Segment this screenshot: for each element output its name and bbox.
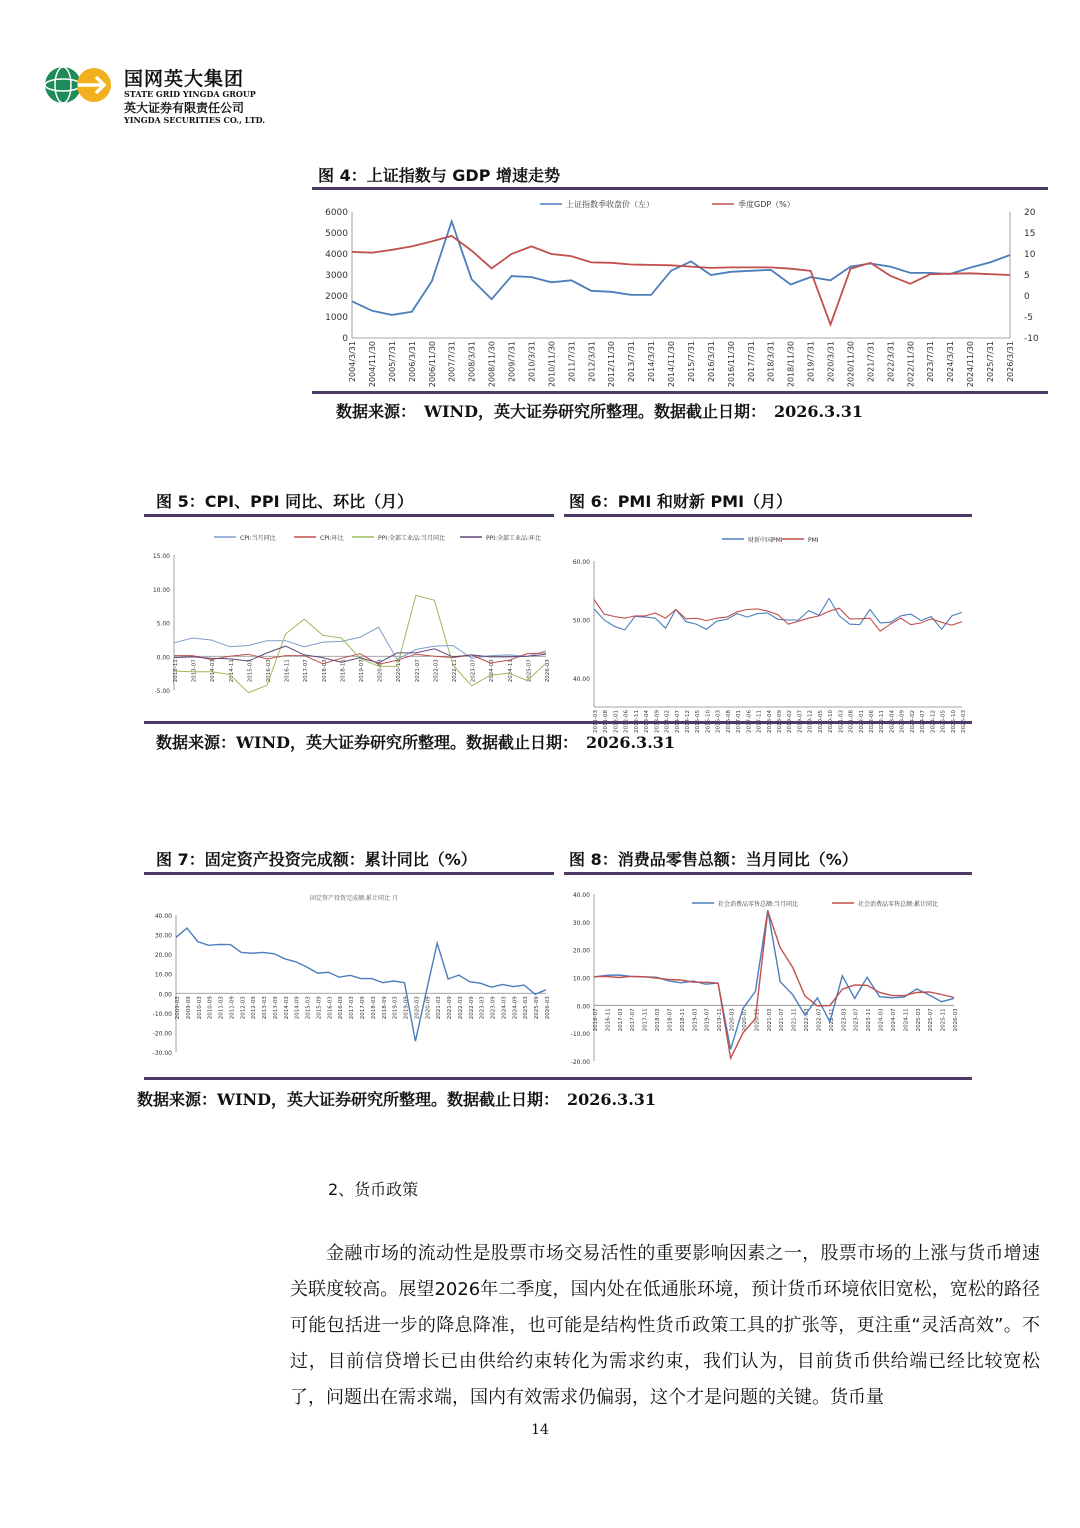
y-tick-label: -5.00 [154,688,170,695]
x-tick-label: 2011/7/31 [567,341,577,383]
x-tick-label: 2009/7/31 [507,341,517,383]
fig5-chart [144,519,554,719]
x-tick-label: 2020-11 [754,1008,761,1032]
y-tick-label: -10.00 [570,1031,590,1039]
company-name-en: STATE GRID YINGDA GROUP [124,89,256,99]
x-tick-label: 2012-09 [251,996,258,1020]
fig6-chart [564,519,972,719]
x-tick-label: 2024-07 [890,1008,897,1032]
x-tick-label: 2014-11 [228,659,235,683]
x-tick-label: 2024-03 [501,996,508,1020]
x-tick-label: 2020/11/30 [846,341,856,388]
x-tick-label: 2026-03 [545,996,551,1020]
x-tick-label: 2022/3/31 [886,341,896,383]
fig8-title: 图 8：消费品零售总额：当月同比（%） [569,850,858,869]
y-tick-label: 20.00 [154,952,172,960]
x-tick-label: 2020-09 [425,996,432,1020]
x-tick-label: 2009-09 [185,996,192,1020]
x-tick-label: 2021-03 [766,1008,773,1032]
x-tick-label: 2020-11 [396,659,403,683]
x-tick-label: 2006/11/30 [427,341,437,388]
y-tick-label: 10.00 [572,975,590,983]
x-tick-label: 2018-03 [655,1008,662,1032]
y-tick-label: 0.00 [156,654,170,662]
x-tick-label: 2023-11 [866,1008,873,1032]
x-tick-label: 2021-07 [414,659,421,683]
x-tick-label: 2022-03 [804,1008,811,1032]
x-tick-label: 2012-11 [173,659,179,683]
fig4-chart [312,192,1048,390]
fig6-source: 数据来源：WIND，英大证券研究所整理。数据截止日期： 2026.3.31 [156,733,676,752]
x-tick-label: 2019/7/31 [806,341,816,383]
x-tick-label: 2022-11 [828,1008,835,1032]
x-tick-label: 2016-03 [266,659,272,683]
x-tick-label: 2022-03 [457,996,464,1020]
fig6-top-rule [564,514,972,517]
series-line [174,627,546,659]
x-tick-label: 2024-11 [903,1008,910,1032]
x-tick-label: 2004/3/31 [348,341,357,383]
x-tick-label: 2010/11/30 [547,341,557,388]
x-tick-label: 2021-07 [779,1008,786,1032]
x-tick-label: 2024/11/30 [966,341,976,388]
y-tick-label: 15.00 [152,553,170,560]
fig56-bottom-rule [144,721,972,724]
x-tick-label: 2024-03 [878,1008,885,1032]
y-tick-label: -20.00 [570,1059,590,1066]
legend-label: PPI:全部工业品:环比 [486,535,542,542]
x-tick-label: 2023/7/31 [926,341,936,383]
x-tick-label: 2020/3/31 [826,341,836,383]
x-tick-label: 2018-11 [340,659,347,683]
x-tick-label: 2025-03 [915,1008,922,1032]
x-tick-label: 2005/7/31 [387,341,397,383]
x-tick-label: 2017-09 [360,996,366,1020]
y-tick-label: 30.00 [572,919,590,927]
x-tick-label: 2015-09 [316,996,323,1020]
company-logo [44,60,294,130]
x-tick-label: 2026/3/31 [1006,341,1015,383]
globe-arrow-icon [44,66,114,104]
x-tick-label: 2019-09 [403,996,410,1020]
page-number: 14 [531,1422,549,1438]
x-tick-label: 2013-07 [191,659,198,683]
y2-tick-label: 0 [1024,292,1030,302]
y-tick-label: 6000 [325,208,348,218]
fig4-top-rule [312,187,1048,190]
x-tick-label: 2016/11/30 [726,341,736,388]
y-tick-label: 2000 [325,292,348,302]
y-tick-label: -10.00 [152,1010,172,1018]
x-tick-label: 2019-07 [704,1008,711,1032]
x-tick-label: 2014-03 [210,659,217,683]
x-tick-label: 2019-07 [359,659,365,683]
series-line [594,911,954,1058]
section-heading: 2、货币政策 [328,1180,419,1199]
x-tick-label: 2023-09 [490,996,497,1020]
x-tick-label: 2015-07 [247,659,254,683]
x-tick-label: 2025-11 [940,1008,947,1032]
x-tick-label: 2016-09 [338,996,345,1020]
legend-label: 社会消费品零售总额:累计同比 [858,901,939,908]
fig7-title: 图 7：固定资产投资完成额：累计同比（%） [156,850,477,869]
x-tick-label: 2010/3/31 [527,341,537,383]
x-tick-label: 2021-09 [447,996,454,1020]
x-tick-label: 2024-03 [489,659,496,683]
y-tick-label: 5000 [325,229,348,239]
fig78-bottom-rule [144,1077,972,1080]
x-tick-label: 2017-07 [303,659,310,683]
x-tick-label: 2022-03 [433,659,440,683]
x-tick-label: 2022-09 [468,996,475,1020]
y-tick-label: -20.00 [152,1030,172,1038]
fig8-chart [564,877,972,1075]
y-tick-label: 40.00 [154,913,172,920]
x-tick-label: 2015/7/31 [686,341,696,383]
x-tick-label: 2025-07 [526,659,533,683]
legend-label: CPI:当月同比 [240,535,276,542]
series-line [176,928,546,1041]
x-tick-label: 2013-03 [262,996,269,1020]
x-tick-label: 2020-03 [414,996,421,1020]
y-tick-label: 30.00 [154,932,172,940]
x-tick-label: 2004/11/30 [367,341,377,388]
x-tick-label: 2023-07 [853,1008,860,1032]
legend-label: 上证指数季收盘价（左） [566,200,654,209]
fig7-chart [144,877,554,1075]
x-tick-label: 2024-09 [512,996,519,1020]
y-tick-label: 1000 [325,313,348,323]
x-tick-label: 2012/3/31 [587,341,597,383]
y2-tick-label: -5 [1024,313,1033,323]
x-tick-label: 2023-07 [470,659,477,683]
x-tick-label: 2016-11 [605,1008,612,1032]
company-name-cn: 国网英大集团 [124,68,245,90]
y-tick-label: 10.00 [154,971,172,979]
x-tick-label: 2018-03 [370,996,377,1020]
x-tick-label: 2021/7/31 [866,341,876,383]
x-tick-label: 2017-07 [630,1008,637,1032]
x-tick-label: 2022/11/30 [906,341,916,388]
x-tick-label: 2018/11/30 [786,340,796,388]
legend-label: 社会消费品零售总额:当月同比 [718,901,799,908]
x-tick-label: 2011-09 [229,996,236,1020]
y-tick-label: 0.00 [158,991,172,999]
x-tick-label: 2011-03 [218,996,225,1020]
x-tick-label: 2018/3/31 [766,341,776,383]
x-tick-label: 2017-03 [617,1008,624,1032]
y2-tick-label: 15 [1024,229,1036,239]
x-tick-label: 2025-07 [928,1008,935,1032]
x-tick-label: 2020-03 [377,659,384,683]
x-tick-label: 2016-03 [327,996,334,1020]
y-tick-label: 0 [342,334,348,344]
x-tick-label: 2018-03 [321,659,328,683]
x-tick-label: 2017-03 [349,996,356,1020]
x-tick-label: 2009-03 [175,996,181,1020]
y-tick-label: 4000 [325,250,348,260]
fig4-title: 图 4：上证指数与 GDP 增速走势 [318,166,560,185]
x-tick-label: 2014-03 [283,996,290,1020]
x-tick-label: 2016/3/31 [706,341,716,383]
fig5-top-rule [144,514,554,517]
fig4-bottom-rule [312,391,1048,394]
x-tick-label: 2020-07 [741,1008,748,1032]
y-tick-label: 50.00 [572,617,590,625]
y-tick-label: 40.00 [572,675,590,683]
x-tick-label: 2025-03 [523,996,530,1020]
x-tick-label: 2015-03 [305,996,312,1020]
x-tick-label: 2020-03 [729,1008,736,1032]
fig8-source: 数据来源：WIND，英大证券研究所整理。数据截止日期： 2026.3.31 [137,1090,657,1109]
y-tick-label: 40.00 [572,892,590,899]
x-tick-label: 2023-03 [479,996,486,1020]
x-tick-label: 2025-09 [534,996,541,1020]
x-tick-label: 2026-03 [953,1008,959,1032]
x-tick-label: 2021-03 [436,996,443,1020]
x-tick-label: 2013/7/31 [627,341,637,383]
fig8-top-rule [564,872,972,875]
x-tick-label: 2017/7/31 [746,341,756,383]
y2-tick-label: 5 [1024,271,1030,281]
x-tick-label: 2018-11 [679,1008,686,1032]
x-tick-label: 2007/7/31 [447,341,457,383]
x-tick-label: 2021-11 [791,1008,798,1032]
x-tick-label: 2012-03 [240,996,247,1020]
y-tick-label: 20.00 [572,947,590,955]
y-tick-label: 10.00 [152,586,170,594]
x-tick-label: 2018-07 [667,1008,674,1032]
x-tick-label: 2006/3/31 [407,341,417,383]
series-line [352,236,1010,325]
y-tick-label: -30.00 [152,1050,172,1057]
body-paragraph: 金融市场的流动性是股票市场交易活性的重要影响因素之一，股票市场的上涨与货币增速关联度较高。展望2026年二季度，国内处在低通胀环境，预计货币环境依旧宽松，宽松的路径可能包括进一步的降息降准，也可能是结构性货币政策工具的扩张等，更注重“灵活高效”。不过，目前信贷增长已由供给约束转化为需求约束，我们认为，目前货币供给端已经比较宽松了，问题出在需求端，国内有效需求仍偏弱，这个才是问题的关键。货币量 [290,1243,1040,1408]
y2-tick-label: -10 [1024,334,1039,344]
fig7-top-rule [144,872,554,875]
x-tick-label: 2026-03 [545,659,551,683]
x-tick-label: 2019-03 [692,1008,699,1032]
y-tick-label: 0.00 [576,1003,590,1011]
x-tick-label: 2016-07 [593,1008,599,1032]
x-tick-label: 2010-09 [207,996,214,1020]
legend-label: CPI:环比 [320,535,344,542]
y2-tick-label: 20 [1024,208,1036,218]
y-tick-label: 3000 [325,271,348,281]
x-tick-label: 2016-11 [284,659,291,683]
x-tick-label: 2008/11/30 [487,341,497,388]
legend-label: PMI [808,537,819,544]
subsidiary-name-en: YINGDA SECURITIES CO., LTD. [124,115,266,125]
x-tick-label: 2017-11 [642,1008,649,1032]
fig4-source: 数据来源： WIND，英大证券研究所整理。数据截止日期： 2026.3.31 [336,402,864,421]
x-tick-label: 2019-03 [392,996,399,1020]
x-tick-label: 2012/11/30 [607,341,617,388]
x-tick-label: 2022-11 [452,659,458,683]
legend-label: 季度GDP（%） [738,200,795,209]
x-tick-label: 2014/3/31 [647,341,657,383]
legend-label: 财新中国PMI [748,537,783,544]
fig6-title: 图 6：PMI 和财新 PMI（月） [569,492,793,511]
legend-label: PPI:全部工业品:当月同比 [378,535,446,542]
chart-title: 固定资产投资完成额:累计同比 月 [310,895,398,902]
x-tick-label: 2014/11/30 [667,341,677,388]
y-tick-label: 5.00 [156,620,170,628]
x-tick-label: 2024-11 [507,659,514,683]
x-tick-label: 2018-09 [381,996,388,1020]
x-tick-label: 2025/7/31 [986,341,996,383]
x-tick-label: 2022-07 [816,1008,823,1032]
x-tick-label: 2024/3/31 [946,341,956,383]
fig5-title: 图 5：CPI、PPI 同比、环比（月） [156,492,414,511]
x-tick-label: 2014-09 [294,996,301,1020]
x-tick-label: 2008/3/31 [467,341,477,383]
subsidiary-name-cn: 英大证券有限责任公司 [124,101,245,115]
x-tick-label: 2019-11 [717,1008,724,1032]
y-tick-label: 60.00 [572,559,590,566]
x-tick-label: 2013-09 [272,996,279,1020]
x-tick-label: 2010-03 [196,996,203,1020]
y2-tick-label: 10 [1024,250,1036,260]
x-tick-label: 2023-03 [841,1008,848,1032]
